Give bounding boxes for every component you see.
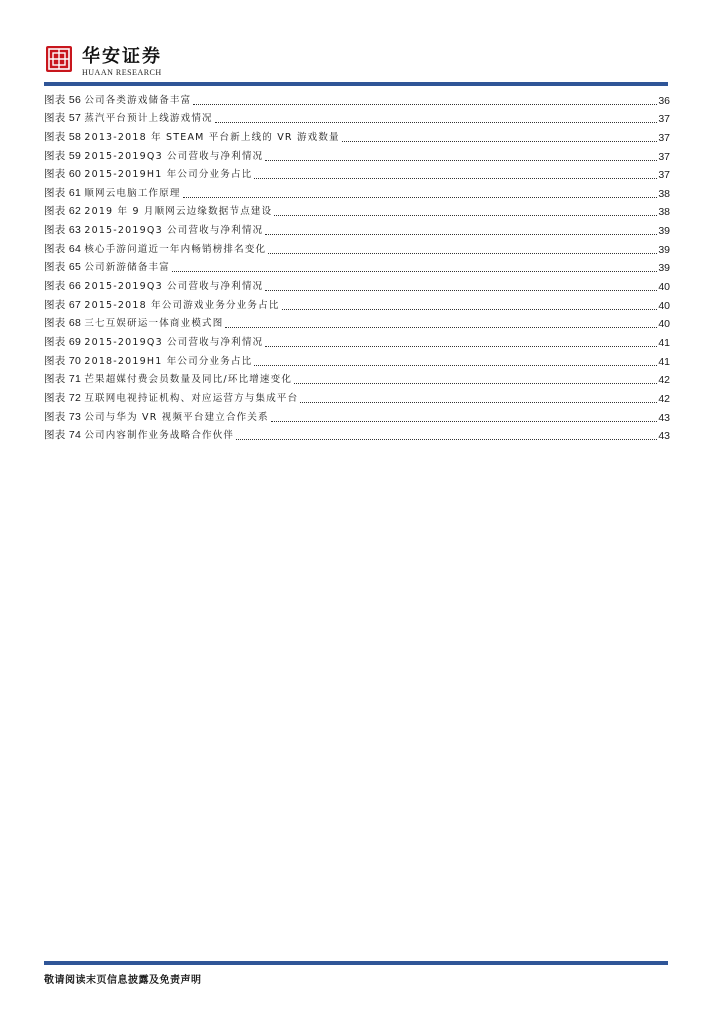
toc-entry-label: 图表 66	[44, 280, 82, 293]
toc-dot-leader	[225, 327, 657, 328]
toc-entry-text: 三七互娱研运一体商业模式图	[84, 318, 224, 330]
toc-entry[interactable]	[44, 387, 670, 406]
toc-entry[interactable]	[44, 350, 670, 369]
toc-entry-title	[44, 372, 292, 387]
toc-page-number: 41	[658, 355, 670, 368]
toc-entry-title	[44, 111, 213, 126]
toc-entry-title	[44, 242, 266, 257]
toc-entry-title	[44, 167, 252, 182]
toc-entry[interactable]	[44, 126, 670, 145]
toc-dot-leader	[254, 365, 657, 366]
page-header	[0, 0, 724, 90]
toc-page-number: 39	[658, 262, 670, 275]
toc-entry-label: 图表 68	[44, 317, 82, 330]
toc-entry[interactable]	[44, 201, 670, 220]
toc-entry[interactable]	[44, 164, 670, 183]
toc-entry-title	[44, 223, 263, 238]
toc-entry-title	[44, 391, 298, 406]
toc-entry[interactable]	[44, 182, 670, 201]
toc-entry-text: 2015-2019H1 年公司分业务占比	[84, 169, 253, 181]
toc-entry-label: 图表 60	[44, 168, 82, 181]
toc-entry-title	[44, 204, 272, 219]
toc-dot-leader	[265, 290, 657, 291]
toc-dot-leader	[300, 402, 657, 403]
toc-entry-title	[44, 428, 234, 443]
toc-entry-text: 公司各类游戏储备丰富	[84, 94, 192, 106]
toc-dot-leader	[294, 383, 657, 384]
figure-index-list	[44, 89, 670, 443]
toc-entry-label: 图表 69	[44, 335, 82, 348]
toc-entry-label: 图表 57	[44, 112, 82, 125]
toc-entry-text: 互联网电视持证机构、对应运营方与集成平台	[84, 392, 299, 404]
toc-entry-title	[44, 279, 263, 294]
toc-entry-title	[44, 149, 263, 164]
toc-entry[interactable]	[44, 238, 670, 257]
toc-entry-label: 图表 58	[44, 130, 82, 143]
toc-dot-leader	[271, 421, 658, 422]
toc-entry-label: 图表 56	[44, 93, 82, 106]
toc-page-number: 42	[658, 374, 670, 387]
toc-entry-text: 公司新游储备丰富	[84, 262, 170, 274]
toc-dot-leader	[282, 309, 658, 310]
toc-page-number: 40	[658, 281, 670, 294]
toc-entry[interactable]	[44, 294, 670, 313]
footer-divider	[44, 961, 668, 965]
toc-entry-title	[44, 186, 181, 201]
toc-entry-title	[44, 260, 170, 275]
toc-entry-title	[44, 93, 191, 108]
toc-entry[interactable]	[44, 108, 670, 127]
toc-entry[interactable]	[44, 89, 670, 108]
toc-entry[interactable]	[44, 313, 670, 332]
toc-entry[interactable]	[44, 275, 670, 294]
toc-entry-text: 2018-2019H1 年公司分业务占比	[84, 355, 253, 367]
toc-entry-label: 图表 73	[44, 410, 82, 423]
toc-entry-text: 2015-2019Q3 公司营收与净利情况	[84, 225, 264, 237]
toc-entry-label: 图表 61	[44, 186, 82, 199]
toc-dot-leader	[274, 215, 657, 216]
toc-entry-text: 芒果超媒付费会员数量及同比/环比增速变化	[84, 374, 293, 386]
toc-entry-title	[44, 354, 252, 369]
toc-entry-text: 2015-2019Q3 公司营收与净利情况	[84, 336, 264, 348]
toc-entry[interactable]	[44, 219, 670, 238]
toc-dot-leader	[215, 122, 658, 123]
toc-entry-text: 2015-2019Q3 公司营收与净利情况	[84, 150, 264, 162]
brand-name-en: HUAAN RESEARCH	[82, 68, 162, 77]
header-divider	[44, 82, 668, 86]
toc-page-number: 36	[658, 94, 670, 107]
toc-entry[interactable]	[44, 257, 670, 276]
toc-page-number: 43	[658, 411, 670, 424]
toc-page-number: 37	[658, 113, 670, 126]
toc-entry-title	[44, 316, 223, 331]
toc-page-number: 37	[658, 169, 670, 182]
toc-entry[interactable]	[44, 406, 670, 425]
toc-entry-label: 图表 70	[44, 354, 82, 367]
toc-entry[interactable]	[44, 331, 670, 350]
toc-entry[interactable]	[44, 145, 670, 164]
toc-page-number: 38	[658, 187, 670, 200]
toc-entry-label: 图表 64	[44, 242, 82, 255]
toc-page-number: 40	[658, 318, 670, 331]
toc-page-number: 37	[658, 131, 670, 144]
toc-entry-title	[44, 410, 269, 425]
toc-dot-leader	[254, 178, 657, 179]
toc-page-number: 40	[658, 299, 670, 312]
toc-page-number: 41	[658, 336, 670, 349]
toc-entry-text: 2013-2018 年 STEAM 平台新上线的 VR 游戏数量	[84, 131, 340, 143]
toc-entry-text: 顺网云电脑工作原理	[84, 187, 181, 199]
toc-entry-title	[44, 130, 340, 145]
toc-page-number: 39	[658, 243, 670, 256]
toc-dot-leader	[265, 160, 657, 161]
toc-dot-leader	[265, 346, 657, 347]
toc-page-number: 37	[658, 150, 670, 163]
toc-dot-leader	[193, 104, 657, 105]
toc-entry-text: 公司与华为 VR 视频平台建立合作关系	[84, 411, 269, 423]
huaan-logo-icon	[46, 46, 72, 72]
brand-name-cn: 华安证券	[82, 46, 162, 67]
footer-disclaimer: 敬请阅读末页信息披露及免责声明	[44, 975, 202, 986]
toc-entry-text: 2015-2019Q3 公司营收与净利情况	[84, 281, 264, 293]
toc-entry-label: 图表 59	[44, 149, 82, 162]
toc-page-number: 42	[658, 392, 670, 405]
toc-dot-leader	[172, 271, 657, 272]
toc-entry[interactable]	[44, 425, 670, 444]
toc-dot-leader	[265, 234, 657, 235]
toc-entry[interactable]	[44, 369, 670, 388]
toc-entry-label: 图表 72	[44, 391, 82, 404]
toc-entry-text: 公司内容制作业务战略合作伙伴	[84, 430, 235, 442]
toc-entry-label: 图表 63	[44, 224, 82, 237]
toc-entry-text: 核心手游问道近一年内畅销榜排名变化	[84, 243, 267, 255]
toc-entry-text: 2015-2018 年公司游戏业务分业务占比	[84, 299, 280, 311]
toc-entry-label: 图表 67	[44, 298, 82, 311]
toc-dot-leader	[236, 439, 657, 440]
toc-entry-label: 图表 62	[44, 205, 82, 218]
toc-dot-leader	[268, 253, 657, 254]
toc-page-number: 43	[658, 430, 670, 443]
toc-entry-text: 2019 年 9 月顺网云边缘数据节点建设	[84, 206, 273, 218]
toc-entry-label: 图表 71	[44, 373, 82, 386]
toc-entry-label: 图表 74	[44, 429, 82, 442]
toc-page-number: 39	[658, 225, 670, 238]
toc-entry-title	[44, 335, 263, 350]
toc-page-number: 38	[658, 206, 670, 219]
toc-entry-text: 蒸汽平台预计上线游戏情况	[84, 113, 213, 125]
toc-dot-leader	[183, 197, 658, 198]
toc-entry-label: 图表 65	[44, 261, 82, 274]
toc-dot-leader	[342, 141, 658, 142]
toc-entry-title	[44, 298, 280, 313]
